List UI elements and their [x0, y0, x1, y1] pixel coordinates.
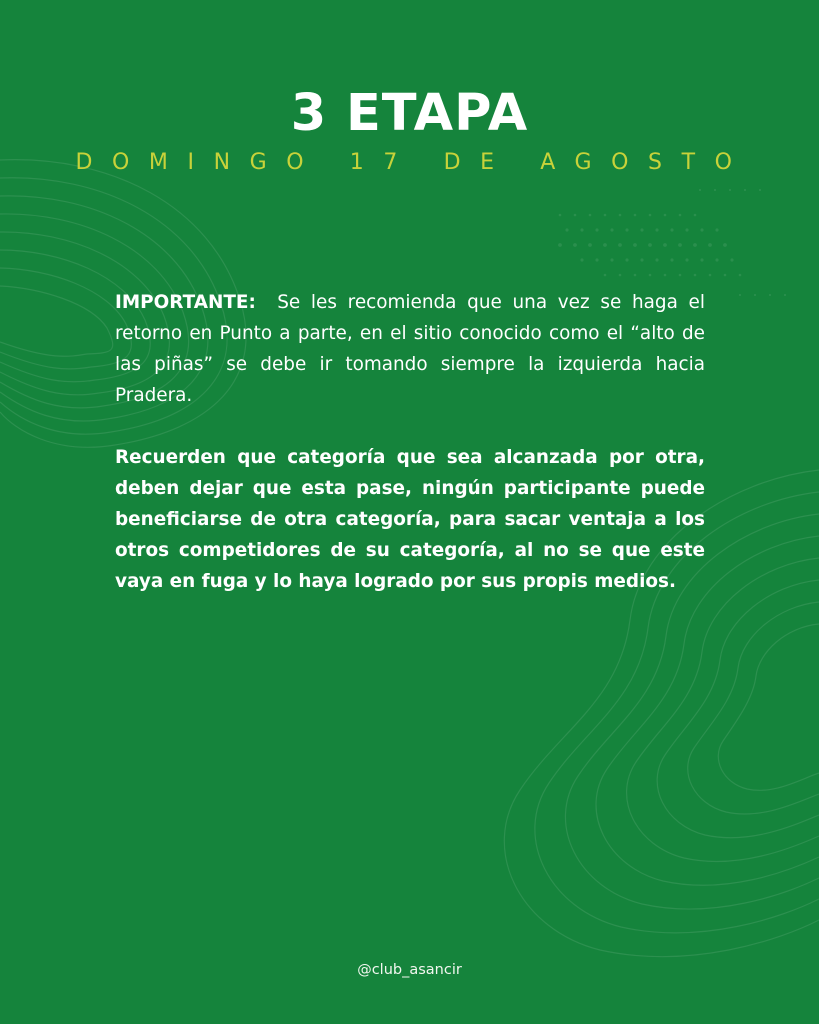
important-text: Se les recomienda que una vez se haga el retorno en Punto a parte, en el sitio conocido como el “alto de las piñas” se debe ir tomando siempre la izquierda hacia Pradera. [115, 292, 705, 406]
halftone-dots [558, 189, 786, 296]
page-title: 3 ETAPA [290, 84, 529, 143]
social-handle: @club_asancir [357, 962, 462, 978]
important-label: IMPORTANTE: [115, 292, 256, 313]
announcement-body [115, 287, 705, 597]
category-rule-paragraph: Recuerden que categoría que sea alcanzada por otra, deben dejar que esta pase, ningún participante puede beneficiarse de otra categoría, para sacar ventaja a los otros competidores de su categoría, al no se que este vaya en fuga y lo haya logrado por sus propis medios. [115, 447, 705, 592]
important-paragraph [115, 287, 705, 411]
event-date-subtitle: DOMINGO 17 DE AGOSTO [75, 150, 752, 175]
